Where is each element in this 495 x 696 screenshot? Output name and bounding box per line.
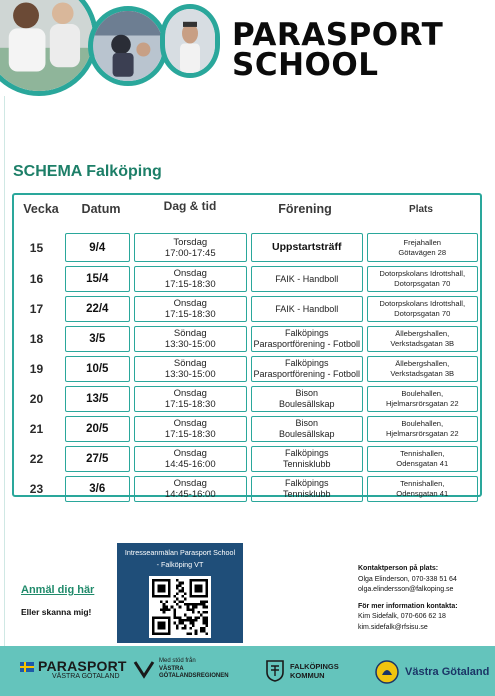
schedule-header [14,195,480,229]
contact-info [358,564,493,633]
cell-dag: Onsdag [173,268,207,279]
cell-plats-line-2: Odensgatan 41 [396,489,449,498]
parasport-school-title [232,17,452,83]
cell-vecka: 15 [29,240,44,255]
cell-datum: 15/4 [65,266,130,292]
more-info-person: Kim Sidefalk, 070-606 62 18 [358,613,446,620]
cell-vecka: 22 [29,452,44,466]
cell-forening-line-1: FAIK - Handboll [275,273,339,284]
cell-forening-line-1: Falköpings [284,328,329,338]
cell-forening [251,356,363,382]
cell-plats [367,386,479,412]
cell-forening-line-2: Boulesällskap [278,399,335,409]
cell-dag-tid [134,233,247,262]
cell-dag: Onsdag [173,448,207,459]
cell-tid: 14:45-16:00 [164,489,216,500]
cell-dag-tid [134,356,247,382]
cell-forening-line-1: Falköpings [284,478,329,488]
scan-me-text: Eller skanna mig! [21,607,92,617]
cell-plats-line-1: Tennishallen, [400,449,445,458]
cell-tid: 17:00-17:45 [164,247,216,259]
cell-plats-line-1: Frejahallen [403,237,442,247]
cell-forening [251,266,363,292]
cell-datum: 27/5 [65,446,130,472]
vastra-gotaland-logo [375,660,489,684]
cell-vecka: 19 [29,362,44,376]
cell-forening [251,416,363,442]
contact-person: Olga Elinderson, 070-338 51 64 [358,575,457,583]
table-row [14,264,480,294]
header-vecka: Vecka [23,202,59,216]
cell-datum: 3/5 [65,326,130,352]
cell-dag-tid [134,416,247,442]
cell-vecka: 18 [29,332,44,346]
cell-plats-line-1: Boulehallen, [401,419,444,428]
cell-tid: 13:30-15:00 [164,369,216,380]
vastra-gotaland-text: Västra Götaland [405,666,490,678]
brand-line-1: PARASPORT [232,17,444,53]
cell-plats-line-1: Boulehallen, [401,389,444,398]
more-info-heading: För mer information kontakta: [358,602,458,610]
cell-forening-line-2: Parasportförening - Fotboll [253,339,361,349]
cell-plats-line-2: Odensgatan 41 [396,459,449,468]
cell-forening-line-1: Uppstartsträff [272,241,342,253]
registration-title-line-1: Intresseanmälan Parasport School [124,548,236,557]
schedule-rows [14,231,480,504]
parasport-logo [20,659,127,681]
header-datum: Datum [81,202,121,216]
cell-dag: Onsdag [173,298,207,309]
cell-tid: 17:15-18:30 [164,429,216,440]
cell-datum: 10/5 [65,356,130,382]
cell-forening-line-2: Parasportförening - Fotboll [253,369,361,379]
table-row [14,231,480,264]
cell-plats-line-2: Dotorpsgatan 70 [394,309,451,318]
registration-card-title [117,547,243,571]
left-divider [4,96,5,646]
athletes-photo [0,0,98,96]
cell-plats-line-2: Dotorpsgatan 70 [394,279,451,288]
cell-tid: 14:45-16:00 [164,459,216,470]
cell-tid: 13:30-15:00 [164,339,216,350]
table-row [14,384,480,414]
falkoping-line-1: FALKÖPINGS [290,662,339,671]
cell-forening [251,296,363,322]
parasport-logo-text: PARASPORT [38,658,127,674]
cell-forening-line-1: FAIK - Handboll [275,303,339,314]
cell-plats-line-1: Dotorpskolans Idrottshall, [379,299,466,308]
contact-heading: Kontaktperson på plats: [358,565,439,572]
table-row [14,294,480,324]
header-dag-tid: Dag & tid [163,199,217,213]
cell-forening-line-2: Boulesällskap [278,429,335,439]
table-row [14,474,480,504]
cell-plats-line-2: Hjelmarsrörsgatan 22 [385,399,459,408]
qr-code[interactable] [149,576,211,638]
cell-dag: Onsdag [173,478,207,489]
table-row [14,414,480,444]
cell-dag-tid [134,476,247,502]
cell-dag: Onsdag [173,388,207,399]
cell-tid: 17:15-18:30 [164,279,216,290]
cell-forening-line-1: Falköpings [284,448,329,458]
cell-dag-tid [134,326,247,352]
cell-plats-line-1: Dotorpskolans Idrottshall, [379,269,466,278]
schedule-table [12,193,482,500]
cell-forening-line-1: Bison [295,388,318,398]
vgr-support-text: Med stöd från [159,658,196,664]
brand-line-2: SCHOOL [232,47,379,83]
cell-vecka: 17 [29,302,44,316]
cell-vecka: 23 [29,482,44,496]
cell-forening [251,233,363,262]
vgr-name-line-2: GÖTALANDSREGIONEN [159,673,229,679]
cell-vecka: 21 [29,422,44,436]
cell-forening [251,476,363,502]
cell-dag: Torsdag [173,236,208,248]
cell-forening [251,446,363,472]
cell-vecka: 16 [29,272,44,286]
cell-plats [367,476,479,502]
cell-plats [367,446,479,472]
cell-dag: Onsdag [173,418,207,429]
cell-plats [367,356,479,382]
cell-forening-line-2: Tennisklubb [282,489,331,499]
cell-plats [367,326,479,352]
cell-tid: 17:15-18:30 [164,399,216,410]
vgr-name-line-1: VÄSTRA [159,665,184,672]
ice-hockey-photo [88,6,168,86]
cell-forening-line-1: Falköpings [284,358,329,368]
cell-forening [251,326,363,352]
falkoping-line-2: KOMMUN [290,671,325,680]
cell-forening-line-1: Bison [295,418,318,428]
contact-email[interactable]: olga.elindersson@falkoping.se [358,586,454,593]
more-info-email[interactable]: kim.sidefalk@rfsisu.se [358,623,428,631]
swedish-flag-icon [20,662,34,672]
falkoping-logo [266,660,339,682]
cell-plats-line-2: Verkstadsgatan 3B [390,369,455,378]
cell-dag-tid [134,386,247,412]
falkoping-crest-icon [266,660,284,682]
header-plats: Plats [409,204,433,215]
vgr-mark-icon [133,658,155,680]
cell-plats-line-1: Tennishallen, [400,479,445,488]
table-row [14,324,480,354]
cell-datum: 3/6 [65,476,130,502]
cell-plats [367,233,479,262]
cell-datum: 13/5 [65,386,130,412]
lion-crest-icon [375,660,399,684]
cell-forening [251,386,363,412]
table-row [14,444,480,474]
cell-datum: 9/4 [65,233,130,262]
cell-tid: 17:15-18:30 [164,309,216,320]
footer-logos [0,646,495,696]
parasport-logo-region: VÄSTRA GÖTALAND [52,673,120,680]
registration-title-line-2: - Falköping VT [156,560,204,569]
cell-plats-line-2: Hjelmarsrörsgatan 22 [385,429,459,438]
cell-plats [367,296,479,322]
vgr-logo [133,658,229,681]
registration-card [117,543,243,643]
cell-plats [367,266,479,292]
cell-forening-line-2: Tennisklubb [282,459,331,469]
cell-dag-tid [134,266,247,292]
cell-plats-line-2: Verkstadsgatan 3B [390,339,455,348]
cell-plats-line-1: Ällebergshallen, [395,329,450,338]
cell-datum: 20/5 [65,416,130,442]
cell-dag-tid [134,446,247,472]
table-row [14,354,480,384]
cell-vecka: 20 [29,392,44,406]
cell-dag: Söndag [173,358,207,369]
header-forening: Förening [278,202,332,216]
schedule-title: SCHEMA Falköping [13,163,162,180]
signup-link[interactable]: Anmäl dig här [21,584,95,596]
cell-dag-tid [134,296,247,322]
cell-datum: 22/4 [65,296,130,322]
player-photo [160,4,220,78]
cell-plats-line-1: Ällebergshallen, [395,359,450,368]
cell-dag: Söndag [173,328,207,339]
cell-plats [367,416,479,442]
cell-plats-line-2: Götavägen 28 [398,247,447,257]
